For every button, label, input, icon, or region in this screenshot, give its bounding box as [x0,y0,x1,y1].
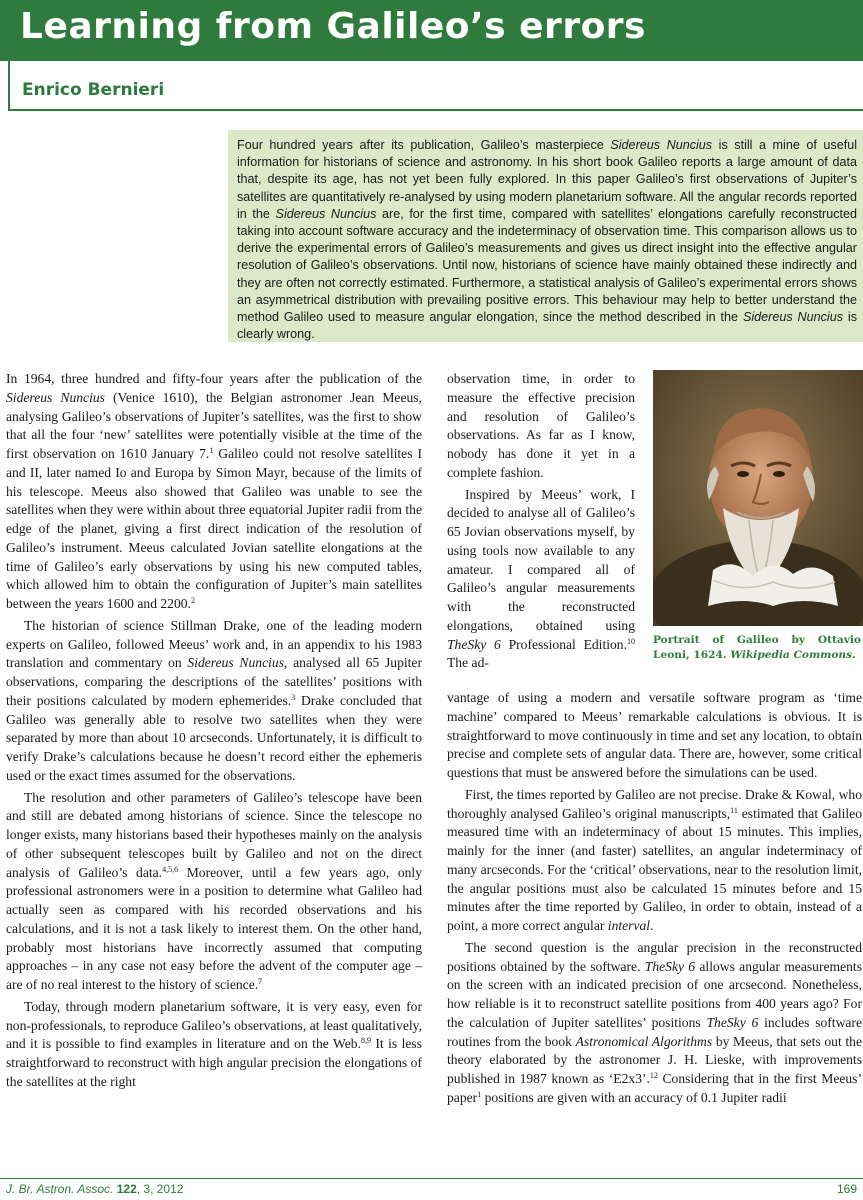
text-run: Drake concluded that Galileo was generally able to resolve two satellites when they were separated by more than about 10 arcseconds. Unfortunately, it is difficult to verify Drake’s calculations because he doesn’t record either the ephemeris used or the exact times assumed for the observations. [6,692,422,783]
article-title: Learning from Galileo’s errors [20,6,646,47]
italic-run: interval [607,918,651,933]
author-rule-bottom [8,109,863,111]
footnote-ref: 2 [190,596,195,605]
author-name: Enrico Bernieri [22,80,165,100]
page-number: 169 [836,1182,857,1196]
text-run: The historian of science Stillman Drake, one of the leading modern experts on Galileo, followed Meeus’ work and, in an appendix to his 1983 translation and commentary on [6,617,422,671]
title-bar [0,0,863,61]
footnote-ref: 11 [730,805,738,815]
footer-citation [6,1182,183,1196]
text-run: Four hundred years after its publication, Galileo’s masterpiece [237,138,611,152]
text-run: Moreover, until a few years ago, only professional astronomers were in a position to determine what Galileo had actually seen as compared with his recorded observations and his calculations, and it is not a task likely to interest them. On the other hand, probably most historians have incorrectly assumed that computing approaches – in any case not easy before the advent of the computer age – are of no real interest to the history of science. [6,864,423,992]
caption-credit: Wikipedia Commons. [730,648,856,661]
text-run: (Venice 1610), the Belgian astronomer Jean Meeus, analysing Galileo’s observations of Jupiter’s satellites, was the first to show that all the four ‘new’ satellites were potentially visible at the time of the first observation on 1610 January 7. [6,389,422,461]
paragraph [6,617,422,786]
text-run: by Meeus, that sets out the theory elaborated by the astronomer J. H. Lieske, with improvements published in 1987 known as ‘E2x3’. [447,1033,863,1086]
paragraph [6,789,422,995]
footnote-ref: 12 [649,1071,658,1080]
italic-run: TheSky 6 [447,636,501,652]
paragraph [6,370,422,614]
paragraph [6,998,422,1092]
paragraph [447,370,635,483]
text-run: are, for the first time, compared with satellites’ elongations carefully reconstructed taking into account software accuracy and the indeterminacy of observation time. This comparison allows us to derive the experimental errors of Galileo’s measurements and gives us direct insight into the effective angular resolution of Galileo’s observations. Until now, historians of science have mainly obtained these indirectly and they are often not correctly estimated. Furthermore, a statistical analysis of Galileo’s experimental errors shows an asymmetrical distribution with prevailing positive errors. This behaviour may help to better understand the method Galileo used to measure angular elongation, since the method described in the [237,206,857,325]
text-run: First, the times reported by Galileo are not precise. Drake & Kowal, who thoroughly analysed Galileo’s original manuscripts, [447,786,862,821]
body-column-left [6,370,422,1092]
footnote-ref: 7 [258,977,263,986]
italic-run: TheSky 6 [644,958,696,974]
galileo-portrait-image [653,370,863,626]
text-run: It is less straightforward to reconstruct with high angular precision the elongations of the satellites at the right [6,1036,423,1089]
paragraph [447,939,862,1108]
text-run: . [650,918,654,933]
author-rule-left [8,61,10,111]
footer-journal: J. Br. Astron. Assoc. [6,1182,114,1196]
italic-run: Sidereus Nuncius [610,138,713,152]
footnote-ref: 8,9 [360,1036,371,1046]
figure-caption [653,633,861,662]
body-column-right-bottom [447,689,862,1108]
text-run: Galileo could not resolve satellites I and II, later named Io and Europa by Simon Mayr, because of the limits of his telescope. Meeus also showed that Galileo was unable to see the satellites when they were within about three equatorial Jupiter radii from the edge of the planet, giving a first direct indication of the resolution of Galileo’s instrument. Meeus calculated Jovian satellite elongations at the time of Galileo’s early observations by using his new computed tables, which allowed him to obtain the configuration of Jupiter’s main satellites between the years 1600 and 2200. [6,446,422,611]
caption-text: Portrait of Galileo by Ottavio Leoni, 1624. [653,634,861,661]
text-run: The resolution and other parameters of Galileo’s telescope have been and still are debated among historians of science. Since the telescope no longer exists, many historians based their hypotheses mainly on the analysis of other subsequent telescopes built by Galileo and not on the direct analysis of Galileo’s data. [6,789,422,880]
text-run: vantage of using a modern and versatile software program as ‘time machine’ compared to Meeus’ remarkable calculations is obvious. It is straightforward to move continuously in time and set any location, to obtain precise and complete sets of angular data. There are, however, some critical questions that must be answered before the simulations can be used. [447,690,862,780]
text-run: The ad- [447,655,489,671]
text-run: allows angular measurements on the screen with an indicated precision of one arcsecond. Nonetheless, how reliable is it to reconstruct satellite positions from 400 years ago? For the calculation of Jupiter satellites’ positions [447,958,862,1030]
text-run: includes software routines from the book [447,1014,862,1049]
portrait-drawing [653,370,863,626]
text-run: observation time, in order to measure the effective precision and resolution of Galileo’s observations. As far as I know, nobody has done it yet in a complete fashion. [447,371,635,480]
italic-run: Sidereus Nuncius [6,389,105,405]
italic-run: Sidereus Nuncius [742,310,844,325]
footnote-ref: 4,5,6 [162,864,179,874]
text-run: is still a mine of useful information for historians of science and astronomy. In his short book Galileo reports a large amount of data that, despite its age, has not yet been fully explored. In this paper Galileo’s first observations of Jupiter’s satellites are quantitatively re-analysed by using modern planetarium software. All the angular records reported in the [237,138,858,221]
text-run: estimated that Galileo measured time with an indeterminacy of about 15 minutes. This implies, mainly for the inner (and faster) satellites, an angular indeterminacy of many arcseconds. For the ‘critical’ observations, near to the resolution limit, the angular positions must also be calculated 15 minutes before and 15 minutes after the time reported by Galileo, in order to obtain, instead of a point, a more correct angular [447,805,862,933]
abstract-box [228,130,863,342]
footer-volume: 122 [116,1182,137,1196]
paragraph [447,786,862,936]
footer-rule [0,1178,863,1179]
text-run: is clearly wrong. [237,310,858,342]
footer-issue: , 3, 2012 [136,1182,184,1196]
footnote-ref: 1 [209,446,214,455]
italic-run: Astronomical Algorithms [575,1033,713,1049]
paragraph [447,689,862,783]
italic-run: Sidereus Nuncius [275,206,377,221]
footnote-ref: 3 [291,692,296,702]
text-run: Today, through modern planetarium software, it is very easy, even for non-professionals, to reproduce Galileo’s observations, at least qualitatively, and it is possible to find examples in literature and on the Web. [6,998,422,1052]
text-run: Considering that in the first Meeus’ paper [447,1071,862,1105]
footnote-ref: 10 [627,636,635,646]
abstract-text [237,137,857,343]
text-run: The second question is the angular precision in the reconstructed positions obtained by the software. [447,939,862,974]
text-run: , analysed all 65 Jupiter observations, comparing the descriptions of the satellites’ positions with their positions calculated by modern ephemerides. [6,655,422,708]
paragraph [447,486,635,674]
italic-run: TheSky 6 [706,1014,759,1030]
text-run: Inspired by Meeus’ work, I decided to analyse all of Galileo’s 65 Jovian observations myself, by using tools now available to any amateur. I compared all of Galileo’s angular measurements with the reconstructed elongations, obtained using [447,486,635,633]
body-column-right-top [447,370,635,673]
text-run: Professional Edition. [500,636,627,652]
italic-run: Sidereus Nuncius [187,655,284,671]
footnote-ref: 1 [477,1089,482,1099]
text-run: In 1964, three hundred and fifty-four years after the publication of the [6,371,422,386]
text-run: positions are given with an accuracy of 0.1 Jupiter radii [481,1089,787,1105]
